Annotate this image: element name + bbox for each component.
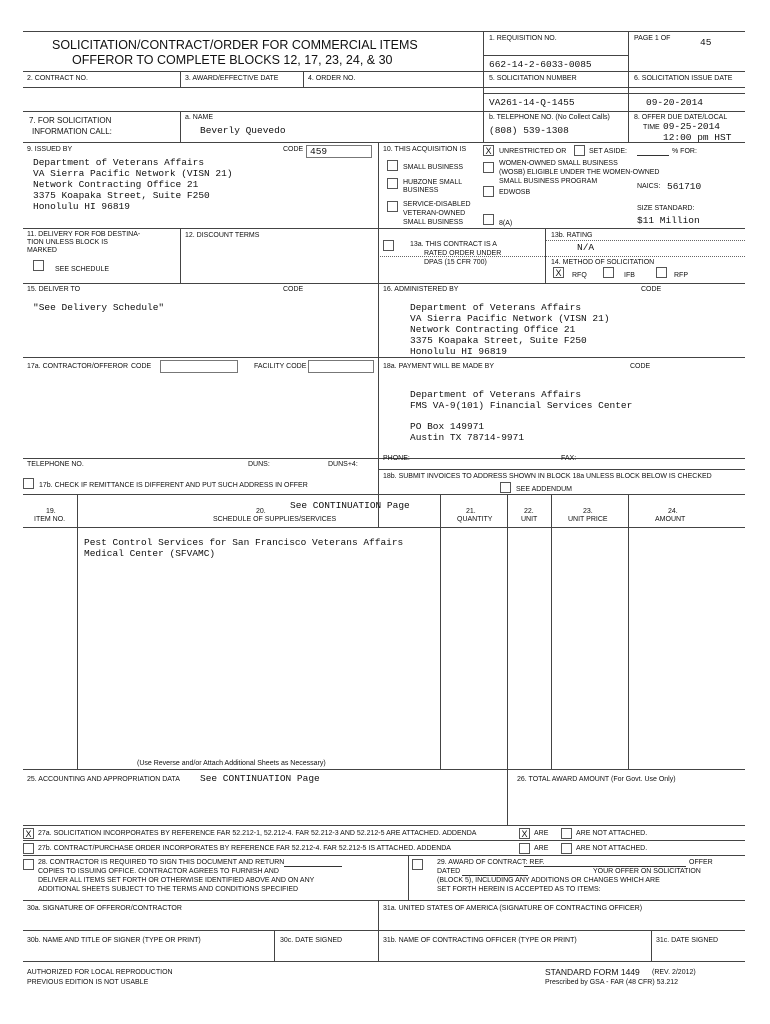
issuer-line-5: Honolulu HI 96819 — [33, 201, 130, 212]
payment-by-label: 18a. PAYMENT WILL BE MADE BY — [383, 363, 494, 370]
admin-code-label: CODE — [641, 286, 662, 293]
clause-27b-are: ARE — [534, 845, 549, 852]
form-subtitle: OFFEROR TO COMPLETE BLOCKS 12, 17, 23, 24, & 30 — [72, 53, 393, 67]
col-unit-num: 22. — [524, 508, 534, 515]
schedule-continuation-note: See CONTINUATION Page — [290, 500, 410, 511]
contractor-sign-text-1: 28. CONTRACTOR IS REQUIRED TO SIGN THIS DOCUMENT AND RETURN — [38, 859, 285, 866]
ifb-label: IFB — [624, 272, 635, 279]
contractor-sign-text-3: DELIVER ALL ITEMS SET FORTH OR OTHERWISE IDENTIFIED ABOVE AND ON ANY — [38, 877, 315, 884]
rfp-label: RFP — [674, 272, 688, 279]
admin-line-4: 3375 Koapaka Street, Suite F250 — [410, 335, 587, 346]
contact-phone-label: b. TELEPHONE NO. (No Collect Calls) — [489, 114, 610, 121]
discount-terms-label: 12. DISCOUNT TERMS — [185, 232, 260, 239]
addendum-label: SEE ADDENDUM — [516, 486, 573, 493]
issued-code: 459 — [310, 146, 328, 157]
edwosb-checkbox[interactable] — [483, 186, 494, 197]
issuer-line-3: Network Contracting Office 21 — [33, 179, 199, 190]
addendum-checkbox[interactable] — [500, 482, 511, 493]
award-text-2: YOUR OFFER ON SOLICITATION — [593, 868, 701, 875]
naics-label: NAICS: — [637, 183, 661, 190]
payment-line-2: FMS VA-9(101) Financial Services Center — [410, 400, 633, 411]
award-offer-label: OFFER — [689, 859, 713, 866]
offer-due-date: 09-25-2014 — [663, 121, 721, 132]
rfq-label: RFQ — [572, 272, 587, 279]
schedule-description-1: Pest Control Services for San Francisco Veterans Affairs — [84, 537, 404, 548]
rated-order-label: 13a. THIS CONTRACT IS A — [410, 241, 497, 248]
small-business-label: SMALL BUSINESS — [403, 164, 464, 171]
clause-27b-are-checkbox[interactable] — [519, 843, 530, 854]
fax-label: FAX: — [561, 455, 577, 462]
eight-a-label: 8(A) — [499, 220, 513, 227]
award-dated-label: DATED — [437, 868, 461, 875]
method-label: 14. METHOD OF SOLICITATION — [551, 259, 655, 266]
form-title: SOLICITATION/CONTRACT/ORDER FOR COMMERCIAL ITEMS — [52, 38, 418, 52]
sdvosb-label-3: SMALL BUSINESS — [403, 219, 464, 226]
clause-27a-are-not-checkbox[interactable] — [561, 828, 572, 839]
col-unit-price-num: 23. — [583, 508, 593, 515]
offeror-signature-label: 30a. SIGNATURE OF OFFEROR/CONTRACTOR — [27, 905, 182, 912]
offer-due-time: 12:00 pm HST — [663, 132, 732, 143]
col-item-no-num: 19. — [46, 508, 56, 515]
col-quantity: QUANTITY — [457, 516, 493, 523]
prescribed-by: Prescribed by GSA - FAR (48 CFR) 53.212 — [545, 979, 679, 986]
see-schedule-checkbox[interactable] — [33, 260, 44, 271]
clause-27b-checkbox[interactable] — [23, 843, 34, 854]
accounting-label: 25. ACCOUNTING AND APPROPRIATION DATA — [27, 776, 180, 783]
administered-by-label: 16. ADMINISTERED BY — [383, 286, 459, 293]
small-business-checkbox[interactable] — [387, 160, 398, 171]
schedule-footer-note: (Use Reverse and/or Attach Additional Sheets as Necessary) — [137, 760, 326, 767]
requisition-label: 1. REQUISITION NO. — [489, 35, 557, 42]
telephone-label: TELEPHONE NO. — [27, 461, 84, 468]
rating-label: 13b. RATING — [551, 232, 593, 239]
rfq-checkbox[interactable]: X — [553, 267, 564, 278]
issuer-line-1: Department of Veterans Affairs — [33, 157, 205, 168]
award-text-3: (BLOCK 5), INCLUDING ANY ADDITIONS OR CHANGES WHICH ARE — [437, 877, 660, 884]
solicitation-info-label: 7. FOR SOLICITATION — [29, 116, 112, 125]
hubzone-label-2: BUSINESS — [403, 187, 439, 194]
page-label: PAGE 1 OF — [634, 35, 671, 42]
clause-27b-text: 27b. CONTRACT/PURCHASE ORDER INCORPORATES BY REFERENCE FAR 52.212-4. FAR 52.212-5 IS ATTACHED. ADDENDA — [38, 845, 451, 852]
deliver-to-value: "See Delivery Schedule" — [33, 302, 165, 313]
col-quantity-num: 21. — [466, 508, 476, 515]
clause-27a-are-checkbox[interactable]: X — [519, 828, 530, 839]
col-item-no: ITEM NO. — [34, 516, 66, 523]
contractor-sign-text-2: COPIES TO ISSUING OFFICE. CONTRACTOR AGREES TO FURNISH AND — [38, 868, 279, 875]
clause-27a-text: 27a. SOLICITATION INCORPORATES BY REFERENCE FAR 52.212-1, 52.212-4. FAR 52.212-3 AND 52.212-5 ARE ATTACHED. ADDENDA — [38, 830, 477, 837]
wosb-label-2: (WOSB) ELIGIBLE UNDER THE WOMEN-OWNED — [499, 169, 660, 176]
contractor-sign-checkbox[interactable] — [23, 859, 34, 870]
award-checkbox[interactable] — [412, 859, 423, 870]
wosb-label-3: SMALL BUSINESS PROGRAM — [499, 178, 598, 185]
issued-code-label: CODE — [283, 146, 304, 153]
contact-phone: (808) 539-1308 — [489, 125, 569, 136]
col-schedule: SCHEDULE OF SUPPLIES/SERVICES — [213, 516, 337, 523]
sdvosb-label-2: VETERAN-OWNED — [403, 210, 466, 217]
issued-by-label: 9. ISSUED BY — [27, 146, 73, 153]
payment-code-label: CODE — [630, 363, 651, 370]
sdvosb-label: SERVICE-DISABLED — [403, 201, 471, 208]
award-text-1: 29. AWARD OF CONTRACT: REF. — [437, 859, 545, 866]
deliver-code-label: CODE — [283, 286, 304, 293]
clause-27a-are: ARE — [534, 830, 549, 837]
facility-code-label: FACILITY CODE — [254, 363, 307, 370]
invoice-label: 18b. SUBMIT INVOICES TO ADDRESS SHOWN IN BLOCK 18a UNLESS BLOCK BELOW IS CHECKED — [383, 473, 712, 480]
contract-no-label: 2. CONTRACT NO. — [27, 75, 88, 82]
award-text-4: SET FORTH HEREIN IS ACCEPTED AS TO ITEMS: — [437, 886, 601, 893]
payment-line-5: Austin TX 78714-9971 — [410, 432, 525, 443]
total-award-label: 26. TOTAL AWARD AMOUNT (For Govt. Use Only) — [517, 776, 676, 783]
wosb-label: WOMEN-OWNED SMALL BUSINESS — [499, 160, 618, 167]
wosb-checkbox[interactable] — [483, 162, 494, 173]
admin-line-1: Department of Veterans Affairs — [410, 302, 582, 313]
previous-edition: PREVIOUS EDITION IS NOT USABLE — [27, 979, 149, 986]
payment-line-1: Department of Veterans Affairs — [410, 389, 582, 400]
form-revision: (REV. 2/2012) — [652, 969, 696, 976]
contact-name: Beverly Quevedo — [200, 125, 286, 136]
solicitation-number: VA261-14-Q-1455 — [489, 97, 575, 108]
hubzone-checkbox[interactable] — [387, 178, 398, 189]
clause-27b-are-not-checkbox[interactable] — [561, 843, 572, 854]
requisition-number: 662-14-2-6033-0085 — [489, 59, 592, 70]
officer-date-label: 31c. DATE SIGNED — [656, 937, 719, 944]
clause-27b-are-not: ARE NOT ATTACHED. — [576, 845, 648, 852]
col-amount-num: 24. — [668, 508, 678, 515]
award-date-label: 3. AWARD/EFFECTIVE DATE — [185, 75, 279, 82]
edwosb-label: EDWOSB — [499, 189, 531, 196]
usa-signature-label: 31a. UNITED STATES OF AMERICA (SIGNATURE OF CONTRACTING OFFICER) — [383, 905, 643, 912]
fob-label-3: MARKED — [27, 247, 57, 254]
unrestricted-label: UNRESTRICTED OR — [499, 148, 567, 155]
contractor-code-field[interactable] — [160, 360, 238, 373]
issuer-line-2: VA Sierra Pacific Network (VISN 21) — [33, 168, 233, 179]
clause-27a-are-not: ARE NOT ATTACHED. — [576, 830, 648, 837]
form-number: STANDARD FORM 1449 — [545, 967, 640, 977]
remittance-label: 17b. CHECK IF REMITTANCE IS DIFFERENT AND PUT SUCH ADDRESS IN OFFER — [39, 482, 308, 489]
acquisition-label: 10. THIS ACQUISITION IS — [383, 146, 467, 153]
page-total: 45 — [700, 37, 712, 48]
deliver-to-label: 15. DELIVER TO — [27, 286, 81, 293]
rfp-checkbox[interactable] — [656, 267, 667, 278]
duns-label: DUNS: — [248, 461, 270, 468]
phone-label: PHONE: — [383, 455, 410, 462]
col-amount: AMOUNT — [655, 516, 686, 523]
admin-line-5: Honolulu HI 96819 — [410, 346, 507, 357]
set-aside-label: SET ASIDE: — [589, 148, 627, 155]
issuer-line-4: 3375 Koapaka Street, Suite F250 — [33, 190, 210, 201]
admin-line-3: Network Contracting Office 21 — [410, 324, 576, 335]
admin-line-2: VA Sierra Pacific Network (VISN 21) — [410, 313, 610, 324]
rating-value: N/A — [577, 242, 595, 253]
contact-name-label: a. NAME — [185, 114, 214, 121]
rated-order-checkbox[interactable] — [383, 240, 394, 251]
signer-date-label: 30c. DATE SIGNED — [280, 937, 343, 944]
clause-27a-checkbox[interactable]: X — [23, 828, 34, 839]
schedule-description-2: Medical Center (SFVAMC) — [84, 548, 216, 559]
contractor-sign-text-4: ADDITIONAL SHEETS SUBJECT TO THE TERMS AND CONDITIONS SPECIFIED — [38, 886, 299, 893]
facility-code-field[interactable] — [308, 360, 374, 373]
solicitation-date-label: 6. SOLICITATION ISSUE DATE — [634, 75, 733, 82]
sdvosb-checkbox[interactable] — [387, 201, 398, 212]
rated-order-label-2: RATED ORDER UNDER — [424, 250, 502, 257]
order-no-label: 4. ORDER NO. — [308, 75, 356, 82]
remittance-checkbox[interactable] — [23, 478, 34, 489]
officer-name-label: 31b. NAME OF CONTRACTING OFFICER (TYPE OR PRINT) — [383, 937, 577, 944]
col-unit: UNIT — [521, 516, 538, 523]
rated-order-label-3: DPAS (15 CFR 700) — [424, 259, 487, 266]
set-aside-checkbox[interactable] — [574, 145, 585, 156]
col-schedule-num: 20. — [256, 508, 266, 515]
contractor-code-label: CODE — [131, 363, 152, 370]
duns4-label: DUNS+4: — [328, 461, 358, 468]
eight-a-checkbox[interactable] — [483, 214, 494, 225]
payment-line-4: PO Box 149971 — [410, 421, 485, 432]
solicitation-info-label-2: INFORMATION CALL: — [32, 127, 112, 136]
authorized-reproduction: AUTHORIZED FOR LOCAL REPRODUCTION — [27, 969, 173, 976]
solicitation-date: 09-20-2014 — [646, 97, 704, 108]
col-unit-price: UNIT PRICE — [568, 516, 608, 523]
offer-due-label: 8. OFFER DUE DATE/LOCAL — [634, 114, 728, 121]
unrestricted-checkbox[interactable]: X — [483, 145, 494, 156]
size-standard: $11 Million — [637, 215, 700, 226]
solicitation-number-label: 5. SOLICITATION NUMBER — [489, 75, 577, 82]
accounting-value: See CONTINUATION Page — [200, 773, 320, 784]
naics-code: 561710 — [667, 181, 702, 192]
percent-for-label: % FOR: — [672, 148, 697, 155]
fob-label: 11. DELIVERY FOR FOB DESTINA- — [27, 231, 141, 238]
offer-due-time-label: TIME — [643, 124, 660, 131]
size-standard-label: SIZE STANDARD: — [637, 205, 695, 212]
ifb-checkbox[interactable] — [603, 267, 614, 278]
contractor-label: 17a. CONTRACTOR/OFFEROR — [27, 363, 128, 370]
fob-label-2: TION UNLESS BLOCK IS — [27, 239, 108, 246]
see-schedule-label: SEE SCHEDULE — [55, 266, 110, 273]
signer-name-label: 30b. NAME AND TITLE OF SIGNER (TYPE OR PRINT) — [27, 937, 201, 944]
hubzone-label: HUBZONE SMALL — [403, 179, 463, 186]
